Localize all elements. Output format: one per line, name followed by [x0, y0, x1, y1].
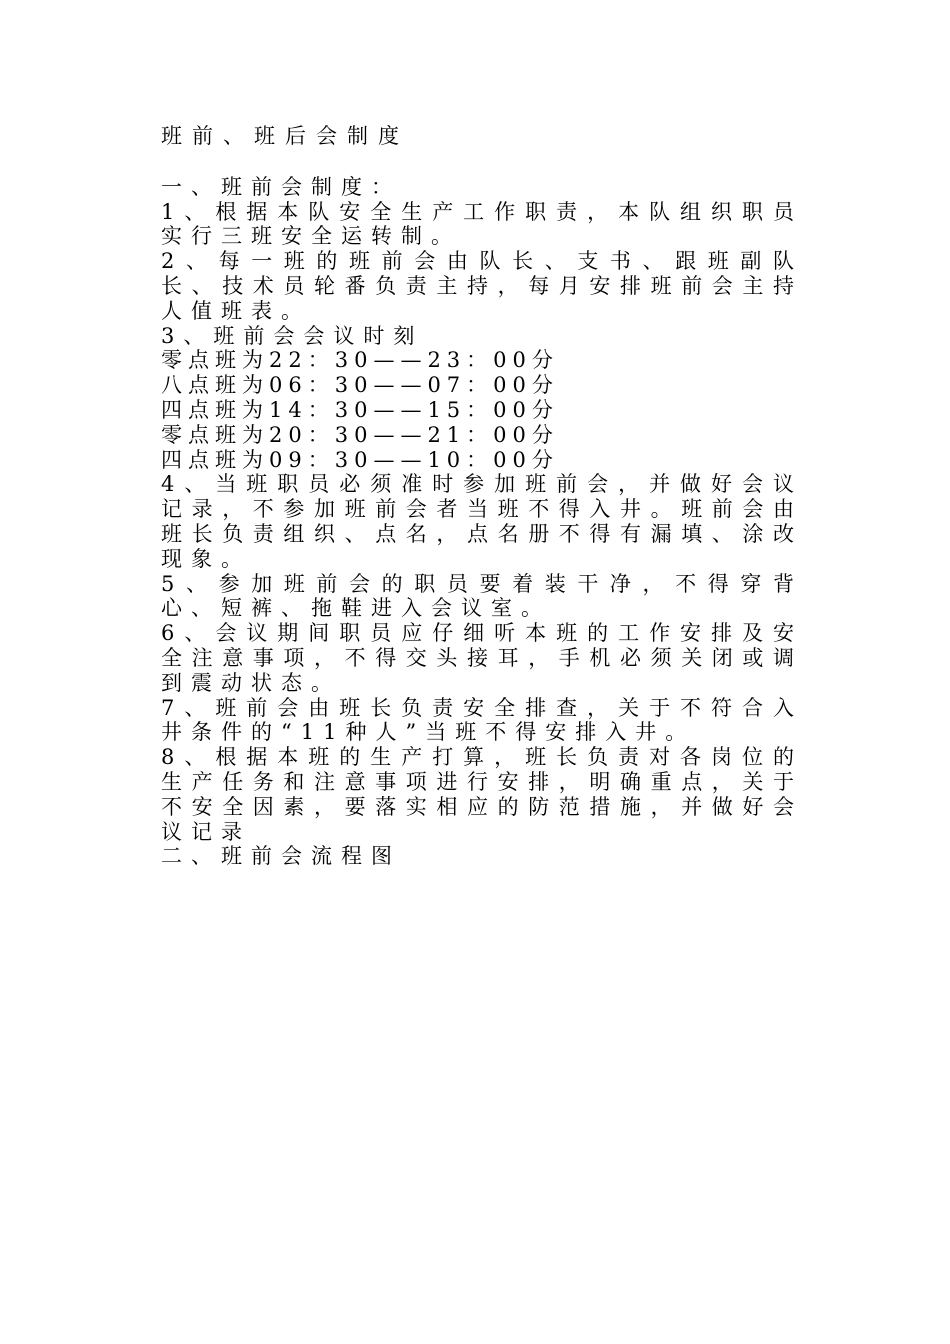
paragraph-item-8: 8、根据本班的生产打算，班长负责对各岗位的生产任务和注意事项进行安排，明确重点，关于不安全因素，要落实相应的防范措施，并做好会议记录 [161, 745, 803, 844]
paragraph-item-4: 4、当班职员必须准时参加班前会，并做好会议记录，不参加班前会者当班不得入井。班前会由班长负责组织、点名，点名册不得有漏填、涂改现象。 [161, 472, 803, 571]
paragraph-item-7: 7、班前会由班长负责安全排查，关于不符合入井条件的“11种人”当班不得安排入井。 [161, 695, 803, 745]
document-title: 班前、班后会制度 [161, 124, 409, 148]
paragraph-item-1: 1、根据本队安全生产工作职责，本队组织职员实行三班安全运转制。 [161, 199, 803, 249]
schedule-line-2: 八点班为06：30——07：00分 [161, 373, 559, 398]
paragraph-item-6: 6、会议期间职员应仔细听本班的工作安排及安全注意事项，不得交头接耳，手机必须关闭或调到震动状态。 [161, 621, 803, 695]
paragraph-item-3: 3、班前会会议时刻 [161, 323, 424, 348]
schedule-line-1: 零点班为22：30——23：00分 [161, 348, 559, 373]
paragraph-item-5: 5、参加班前会的职员要着装干净，不得穿背心、短裤、拖鞋进入会议室。 [161, 571, 803, 621]
schedule-line-3: 四点班为14：30——15：00分 [161, 397, 559, 422]
section-heading-2: 二、班前会流程图 [161, 844, 401, 869]
paragraph-item-2: 2、每一班的班前会由队长、支书、跟班副队长、技术员轮番负责主持，每月安排班前会主持人值班表。 [161, 249, 803, 323]
document-body [145, 124, 803, 869]
section-heading-1: 一、班前会制度： [161, 174, 401, 199]
schedule-line-5: 四点班为09：30——10：00分 [161, 447, 559, 472]
schedule-line-4: 零点班为20：30——21：00分 [161, 422, 559, 447]
